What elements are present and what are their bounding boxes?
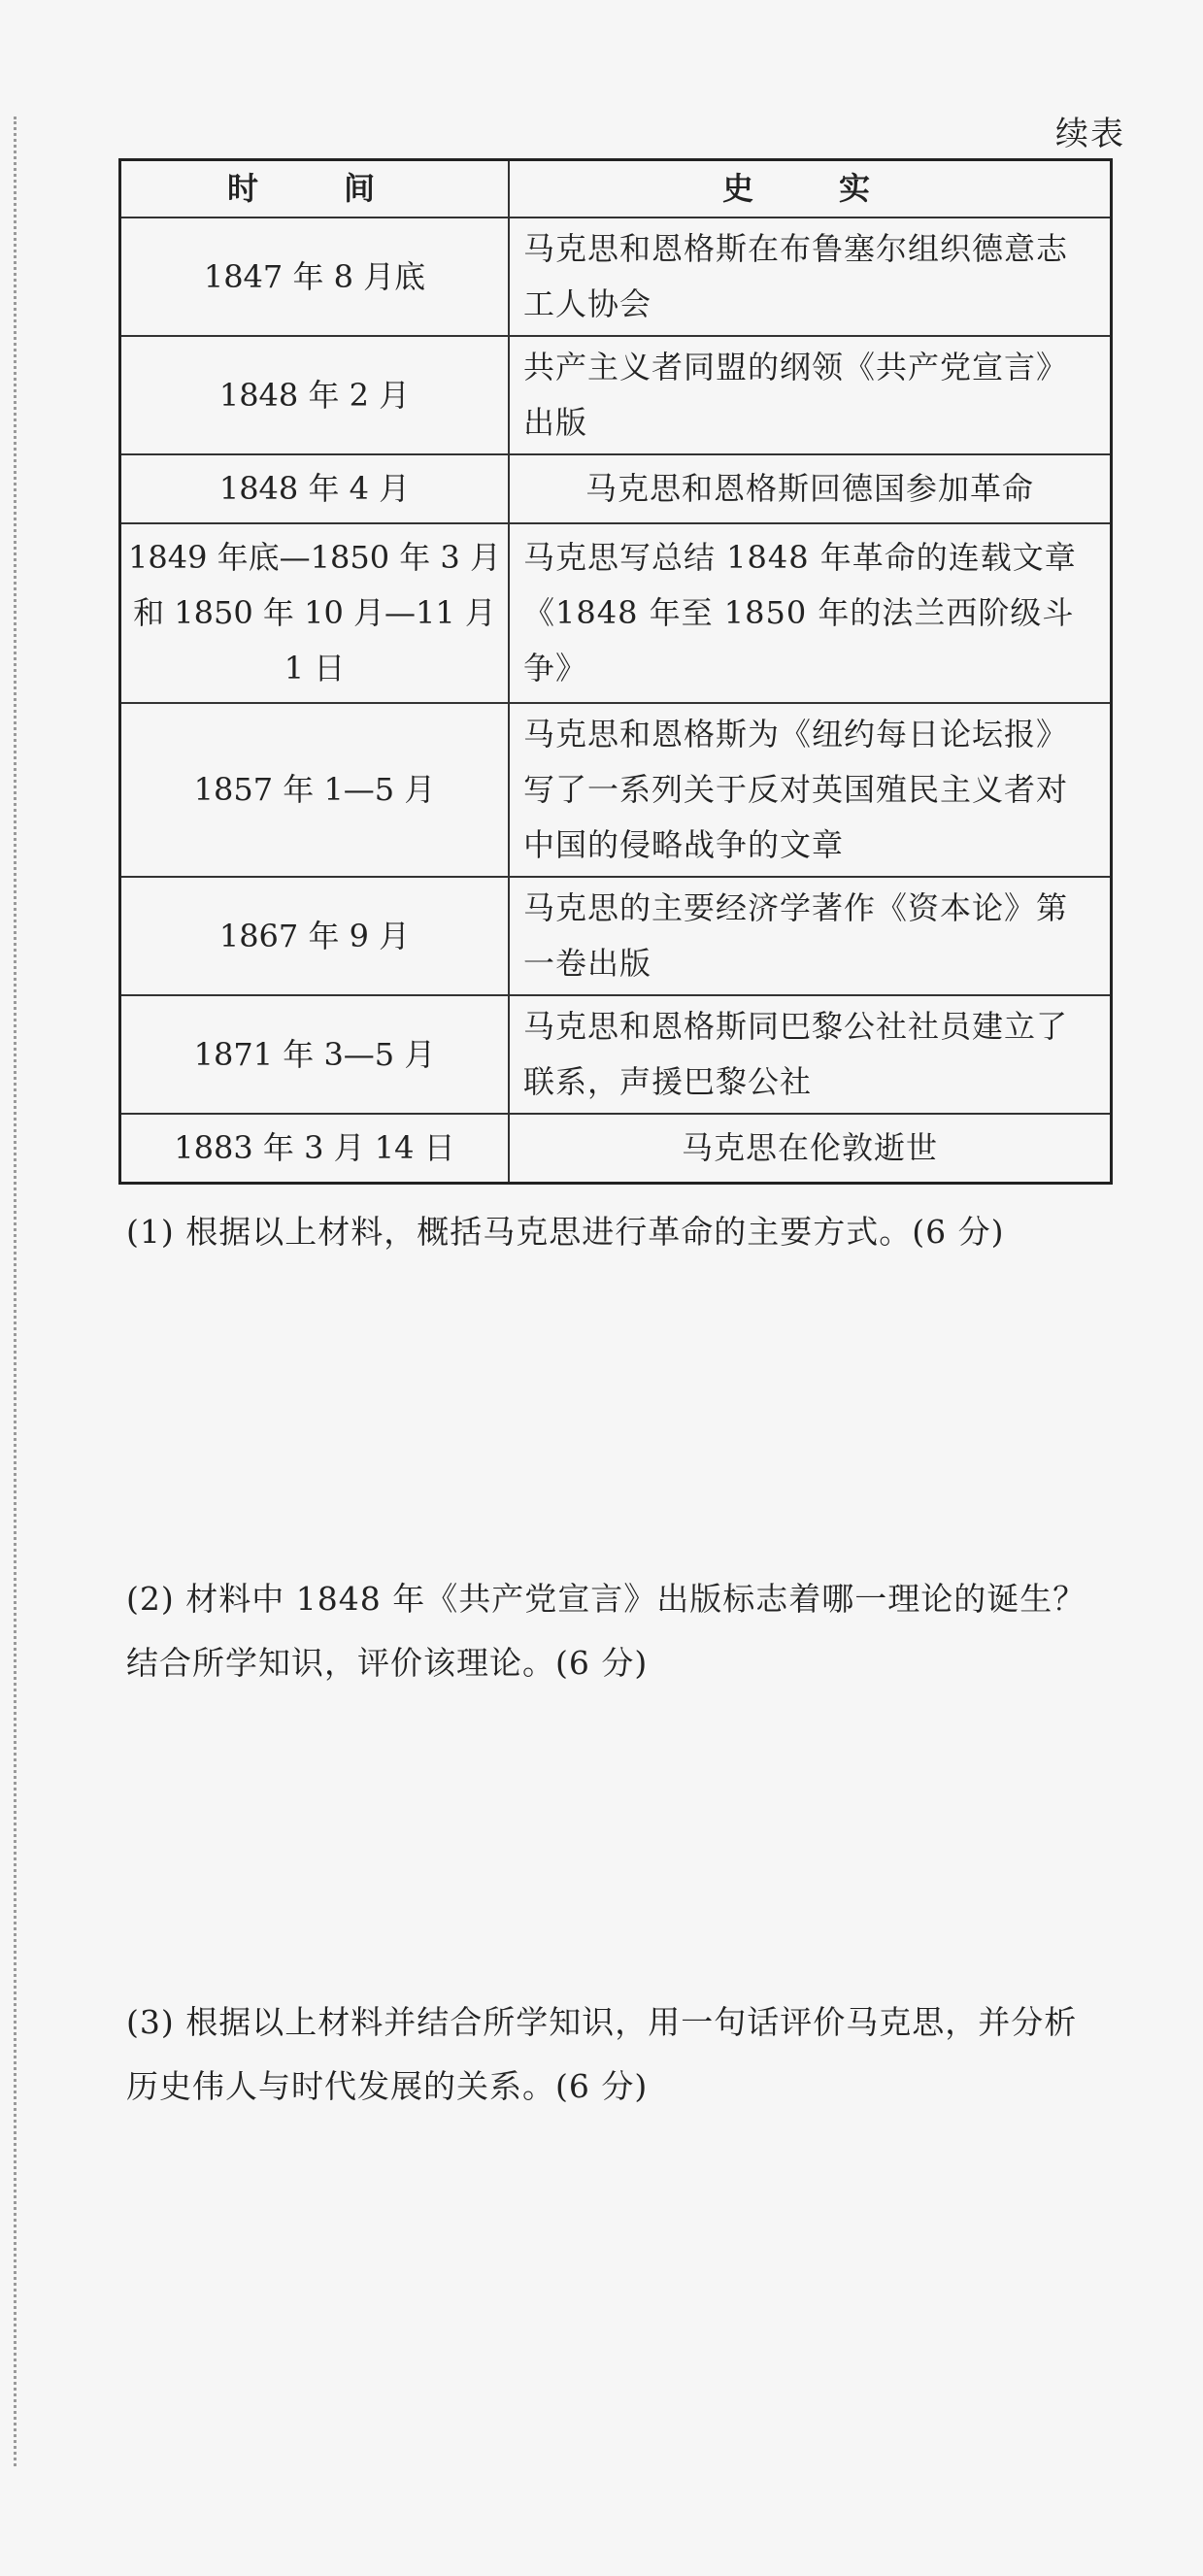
row-fact: 马克思和恩格斯回德国参加革命 [509,454,1112,523]
question-2: (2) 材料中 1848 年《共产党宣言》出版标志着哪一理论的诞生？结合所学知识，评价该理论。(6 分) [126,1580,1086,1682]
row-time: 1849 年底—1850 年 3 月和 1850 年 10 月—11 月 1 日 [120,523,510,703]
row-fact: 马克思写总结 1848 年革命的连载文章《1848 年至 1850 年的法兰西阶级斗争》 [509,523,1112,703]
table-continued-label: 续表 [1055,115,1125,153]
table-row [120,703,1112,877]
table-row [120,454,1112,523]
question-1: (1) 根据以上材料，概括马克思进行革命的主要方式。(6 分) [126,1213,1005,1251]
binding-margin-line [14,117,17,2466]
row-fact: 马克思和恩格斯同巴黎公社社员建立了联系，声援巴黎公社 [509,995,1112,1114]
table-row [120,1114,1112,1184]
row-time: 1883 年 3 月 14 日 [120,1114,510,1184]
row-time: 1857 年 1—5 月 [120,703,510,877]
table-row [120,217,1112,336]
row-time: 1848 年 4 月 [120,454,510,523]
row-fact: 共产主义者同盟的纲领《共产党宣言》出版 [509,336,1112,454]
row-fact: 马克思在伦敦逝世 [509,1114,1112,1184]
row-fact: 马克思和恩格斯为《纽约每日论坛报》写了一系列关于反对英国殖民主义者对中国的侵略战争的文章 [509,703,1112,877]
row-fact: 马克思的主要经济学著作《资本论》第一卷出版 [509,877,1112,995]
header-facts: 史 实 [509,160,1112,218]
table-row [120,877,1112,995]
table-row [120,523,1112,703]
header-time: 时 间 [120,160,510,218]
row-time: 1867 年 9 月 [120,877,510,995]
row-time: 1847 年 8 月底 [120,217,510,336]
table-header-row [120,160,1112,218]
table-row [120,336,1112,454]
question-3: (3) 根据以上材料并结合所学知识，用一句话评价马克思，并分析历史伟人与时代发展的关系。(6 分) [126,2003,1078,2105]
table-row [120,995,1112,1114]
row-fact: 马克思和恩格斯在布鲁塞尔组织德意志工人协会 [509,217,1112,336]
history-facts-table [118,158,1113,1185]
row-time: 1848 年 2 月 [120,336,510,454]
row-time: 1871 年 3—5 月 [120,995,510,1114]
